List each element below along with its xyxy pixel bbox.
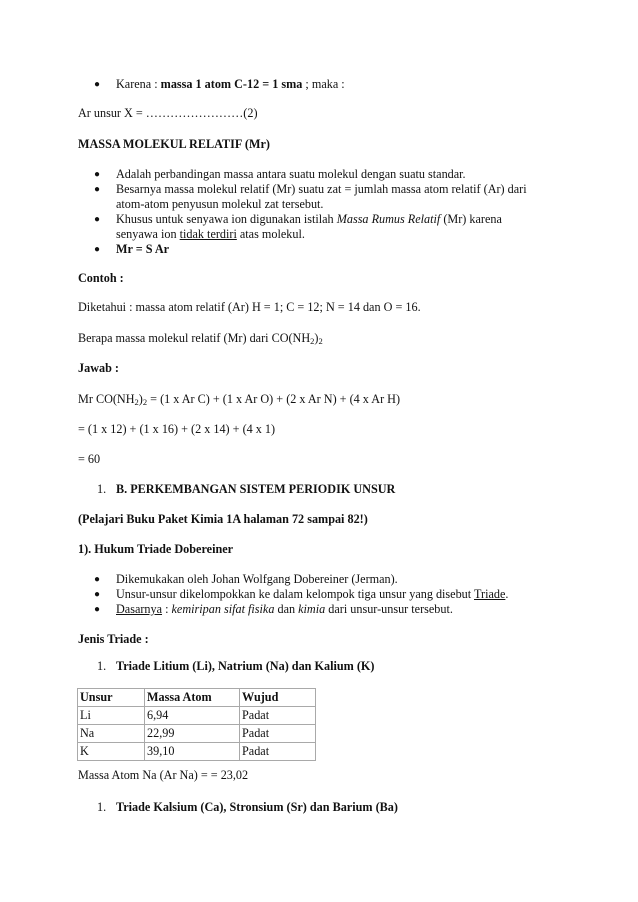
karena-line: Karena : massa 1 atom C-12 = 1 sma ; maka : [116,77,345,91]
triade-bullet-1: Dikemukakan oleh Johan Wolfgang Dobereiner (Jerman). [116,572,398,586]
result-line: = 60 [78,452,101,466]
mr-bullet-2-line1: Besarnya massa molekul relatif (Mr) suatu zat = jumlah massa atom relatif (Ar) dari [116,182,527,196]
mr-bullet-1: Adalah perbandingan massa antara suatu molekul dengan suatu standar. [116,167,466,181]
mr-heading: MASSA MOLEKUL RELATIF (Mr) [78,137,270,151]
table-cell: 22,99 [145,725,240,743]
mr-bullet-3-line1: Khusus untuk senyawa ion digunakan istilah Massa Rumus Relatif (Mr) karena [116,212,502,226]
triade-bullet-2: Unsur-unsur dikelompokkan ke dalam kelompok tiga unsur yang disebut Triade. [116,587,509,601]
mr-bullet-4: Mr = S Ar [116,242,170,256]
diketahui-line: Diketahui : massa atom relatif (Ar) H = 1; C = 12; N = 14 dan O = 16. [78,300,421,314]
table-cell: 39,10 [145,743,240,761]
bullet-dot: ● [94,589,101,600]
hukum-heading: 1). Hukum Triade Dobereiner [78,542,234,556]
table-cell: Padat [240,707,316,725]
list-number: 1. [97,659,107,673]
bullet-dot: ● [94,184,101,195]
calc-line: = (1 x 12) + (1 x 16) + (2 x 14) + (4 x 1) [78,422,276,436]
section-b-heading: B. PERKEMBANGAN SISTEM PERIODIK UNSUR [116,482,396,496]
col-header-unsur: Unsur [78,689,145,707]
pelajari-note: (Pelajari Buku Paket Kimia 1A halaman 72 sampai 82!) [78,512,368,526]
contoh-label: Contoh : [78,271,124,285]
col-header-wujud: Wujud [240,689,316,707]
table-cell: K [78,743,145,761]
mr-bullet-3-line2: senyawa ion tidak terdiri atas molekul. [116,227,305,241]
jenis-triade-label: Jenis Triade : [78,632,149,646]
list-number: 1. [97,800,107,814]
table-header-row [78,689,316,707]
mr-bullet-2-line2: atom-atom penyusun molekul zat tersebut. [116,197,324,211]
bullet-dot: ● [94,169,101,180]
table-cell: Padat [240,725,316,743]
triade-2-heading: Triade Kalsium (Ca), Stronsium (Sr) dan Barium (Ba) [116,800,398,814]
bullet-dot: ● [94,574,101,585]
ar-unsur-formula: Ar unsur X = ……………………(2) [78,106,258,120]
col-header-massa-atom: Massa Atom [145,689,240,707]
bullet-dot: ● [94,604,101,615]
table-row [78,707,316,725]
bullet-dot: ● [94,244,101,255]
table-row [78,725,316,743]
triade-bullet-3: Dasarnya : kemiripan sifat fisika dan kimia dari unsur-unsur tersebut. [116,602,453,616]
table-cell: Padat [240,743,316,761]
table-row [78,743,316,761]
massa-na-line: Massa Atom Na (Ar Na) = = 23,02 [78,768,249,782]
triade-table [77,688,316,761]
bullet-dot: ● [94,214,101,225]
table-cell: Na [78,725,145,743]
jawab-label: Jawab : [78,361,119,375]
berapa-line: Berapa massa molekul relatif (Mr) dari $CO(NH_2)_2$ [78,331,323,346]
list-number: 1. [97,482,107,496]
table-cell: Li [78,707,145,725]
triade-1-heading: Triade Litium (Li), Natrium (Na) dan Kalium (K) [116,659,375,673]
mr-equation: Mr $CO(NH_2)_2 = (1$ x Ar C) + (1 x Ar O) + (2 x Ar N) + (4 x Ar H) [78,392,401,407]
table-cell: 6,94 [145,707,240,725]
bullet-dot: ● [94,79,101,90]
